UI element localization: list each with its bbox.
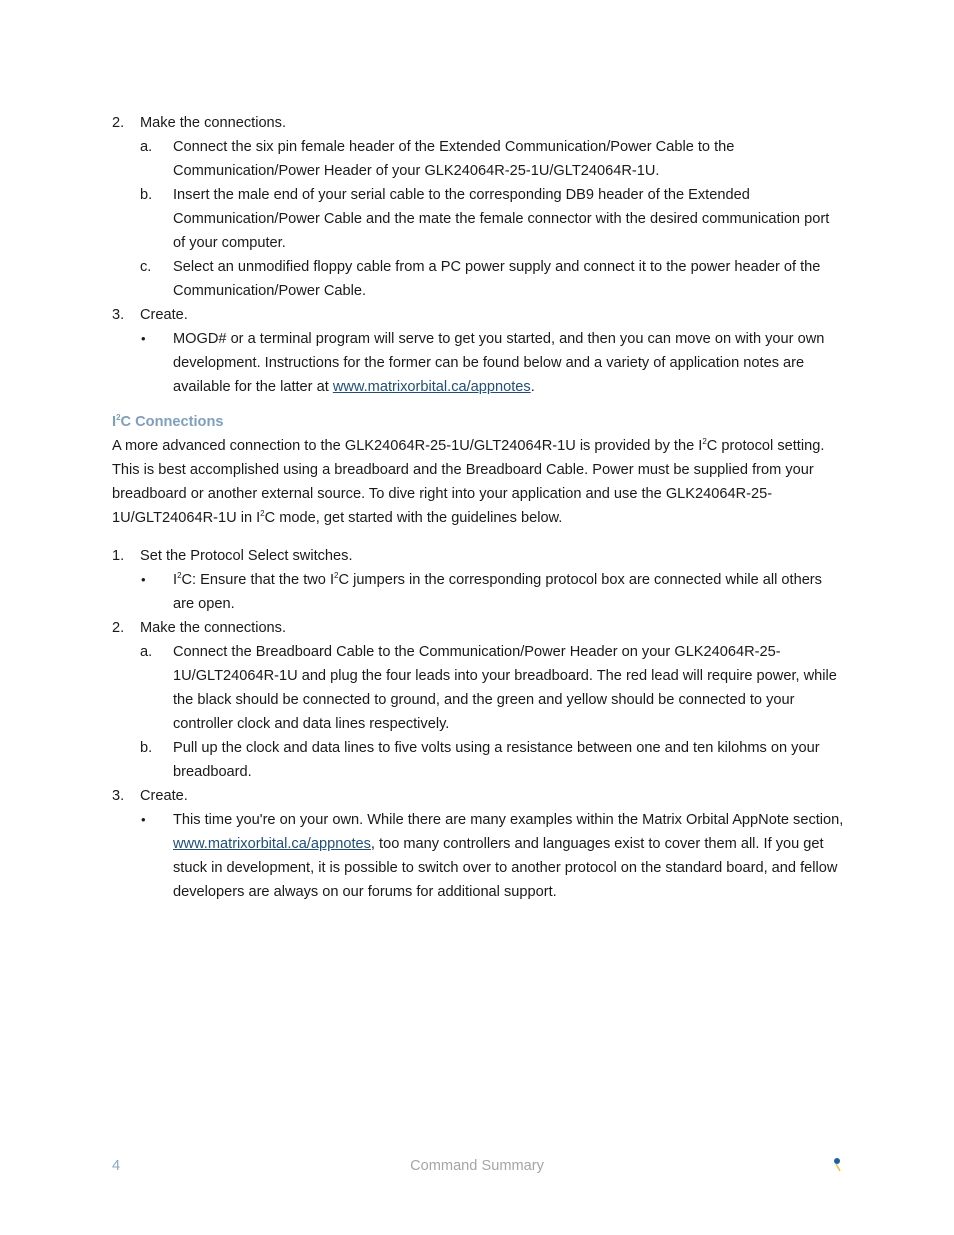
sub-list-item	[112, 640, 844, 736]
list-item-text: Connect the Breadboard Cable to the Communication/Power Header on your GLK24064R-25-1U/GLT24064R-1U and plug the four leads into your breadboard. The red lead will require power, while the black should be connected to ground, and the green and yellow should be connected to your controller clock and data lines respectively.	[173, 644, 837, 732]
superscript: 2	[177, 571, 182, 581]
page-content	[112, 111, 844, 904]
list-letter: b.	[140, 740, 153, 756]
bullet-marker: •	[141, 331, 146, 346]
sub-list-item	[112, 736, 844, 784]
list-item-text: Select an unmodified floppy cable from a PC power supply and connect it to the power header of the Communication/Power Cable.	[173, 259, 821, 299]
list-letter: c.	[140, 259, 152, 275]
section-heading	[112, 410, 844, 434]
list-letter: a.	[140, 644, 153, 660]
bullet-text: C: Ensure that the two I	[181, 572, 335, 588]
list-item-text: Connect the six pin female header of the Extended Communication/Power Cable to the Communication/Power Header of your GLK24064R-25-1U/GLT24064R-1U.	[173, 139, 735, 179]
list-item	[112, 303, 844, 327]
list-item-text: Make the connections.	[140, 115, 287, 131]
paragraph-text: C protocol setting. This is best accomplished using a breadboard and the Breadboard Cable. Power must be supplied from your breadboard or another external source. To dive right into your application and use the GLK24064R-25-1U/GLT24064R-1U in I	[112, 438, 825, 526]
bullet-text: , too many controllers and languages exist to cover them all. If you get stuck in development, it is possible to switch over to another protocol on the standard board, and fellow developers are always on our forums for additional support.	[173, 836, 838, 900]
list-item	[112, 784, 844, 808]
matrix-orbital-logo-icon	[830, 1156, 844, 1172]
section-paragraph	[112, 434, 844, 530]
list-item-text: Set the Protocol Select switches.	[140, 548, 353, 564]
list-item-text: Insert the male end of your serial cable to the corresponding DB9 header of the Extended Communication/Power Cable and the mate the female connector with the desired communication port of your computer.	[173, 187, 830, 251]
paragraph-text: C mode, get started with the guidelines below.	[264, 510, 563, 526]
list-number: 2.	[112, 115, 125, 131]
list-item-text: Pull up the clock and data lines to five volts using a resistance between one and ten kilohms on your breadboard.	[173, 740, 820, 780]
list-item-text: Make the connections.	[140, 620, 287, 636]
superscript: 2	[702, 437, 707, 447]
list-item	[112, 544, 844, 568]
bullet-text: MOGD# or a terminal program will serve to get you started, and then you can move on with your own development. Instructions for the former can be found below and a variety of application notes are available for the latter at	[173, 331, 825, 395]
bullet-text-end: .	[530, 379, 535, 395]
list-item-text: Create.	[140, 788, 188, 804]
heading-text: I	[112, 414, 117, 430]
list-item-text: Create.	[140, 307, 188, 323]
bullet-marker: •	[141, 572, 146, 587]
page-number: 4	[112, 1158, 121, 1174]
superscript: 2	[116, 413, 121, 423]
bullet-text: I	[173, 572, 178, 588]
bullet-item	[112, 808, 844, 904]
list-letter: b.	[140, 187, 153, 203]
appnotes-link[interactable]: www.matrixorbital.ca/appnotes	[332, 379, 531, 395]
list-letter: a.	[140, 139, 153, 155]
bullet-item	[112, 568, 844, 616]
superscript: 2	[260, 509, 265, 519]
list-number: 2.	[112, 620, 125, 636]
list-number: 3.	[112, 788, 125, 804]
list-number: 1.	[112, 548, 125, 564]
list-item	[112, 616, 844, 640]
heading-text: C Connections	[120, 414, 224, 430]
list-item	[112, 111, 844, 135]
list-number: 3.	[112, 307, 125, 323]
bullet-marker: •	[141, 812, 146, 827]
paragraph-gap	[112, 530, 844, 544]
sub-list-item	[112, 183, 844, 255]
superscript: 2	[334, 571, 339, 581]
bullet-item	[112, 327, 844, 399]
paragraph-text: A more advanced connection to the GLK24064R-25-1U/GLT24064R-1U is provided by the I	[112, 438, 703, 454]
bullet-text: C jumpers in the corresponding protocol box are connected while all others are open.	[173, 572, 822, 612]
bullet-text: This time you're on your own. While there are many examples within the Matrix Orbital AppNote section,	[173, 812, 844, 828]
appnotes-link[interactable]: www.matrixorbital.ca/appnotes	[173, 836, 371, 852]
footer-title: Command Summary	[410, 1158, 544, 1174]
sub-list-item	[112, 255, 844, 303]
sub-list-item	[112, 135, 844, 183]
